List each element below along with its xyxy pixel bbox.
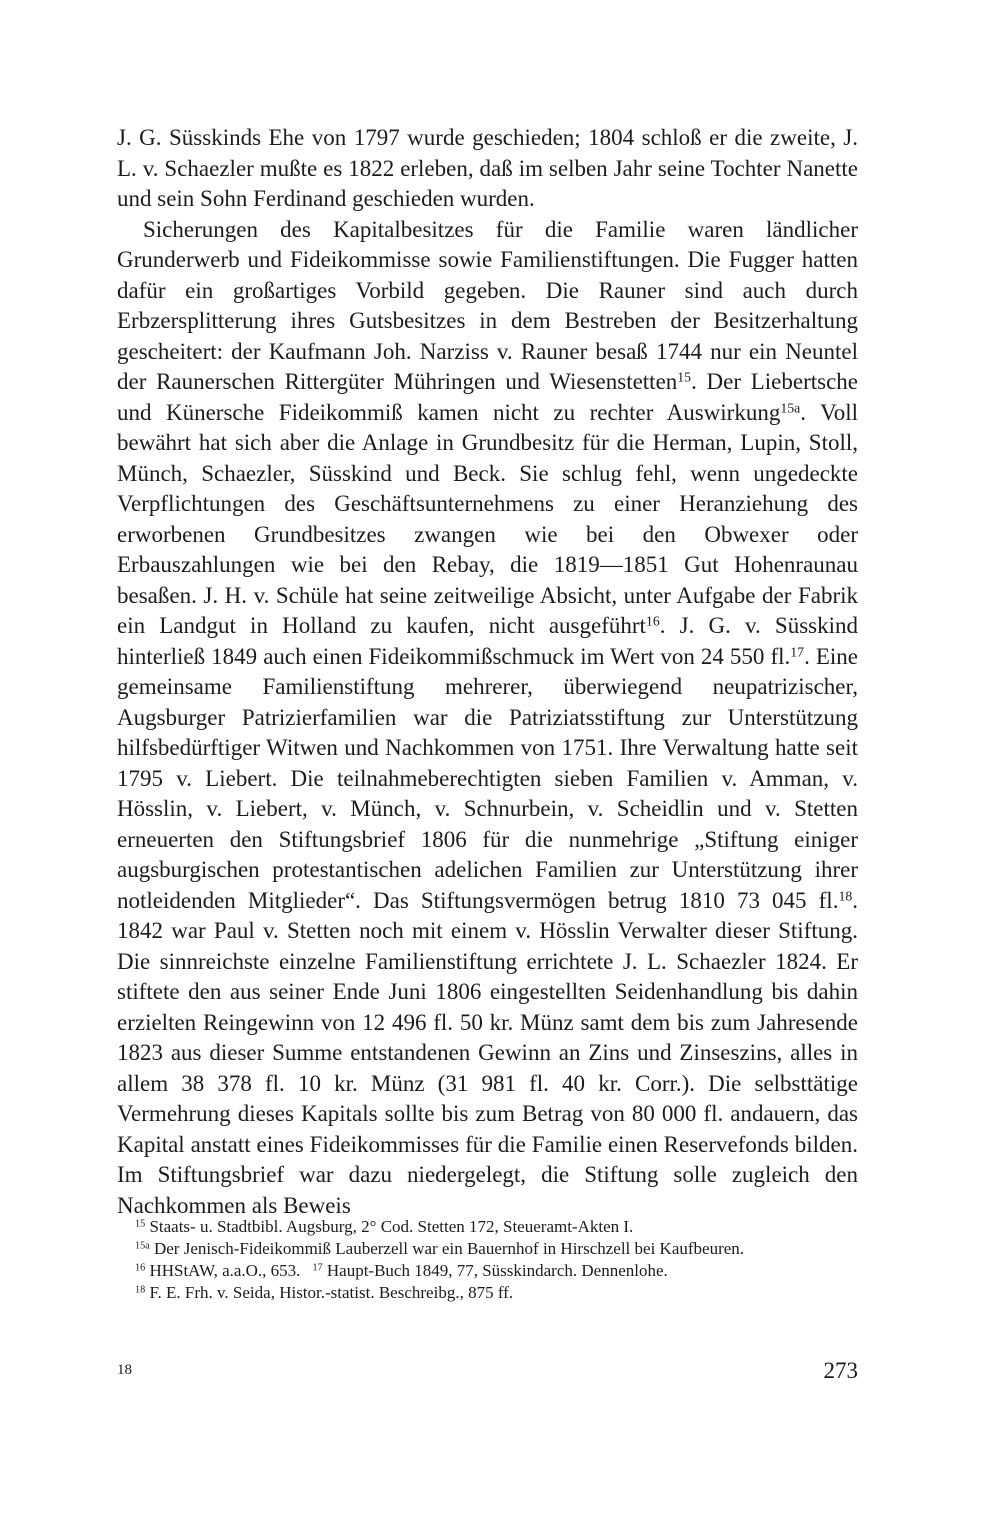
footnote-ref-15: 15 — [677, 369, 692, 385]
footnote-16-17 — [117, 1260, 858, 1282]
footnote-17-text: Haupt-Buch 1849, 77, Süsskindarch. Dennenlohe. — [326, 1261, 668, 1280]
paragraph-2-text-a: Sicherungen des Kapitalbesitzes für die Familie waren ländlicher Grunderwerb und Fideikommisse sowie Familienstiftungen. Die Fugger hatten dafür ein großartiges Vorbild gegeben. Die Rauner sind auch durch Erbzersplitterung ihres Gutsbesitzes in dem Bestreben der Besitzerhaltung gescheitert: der Kaufmann Joh. Narziss v. Rauner besaß 1744 nur ein Neuntel der Raunerschen Rittergüter Mühringen und Wiesenstetten — [117, 216, 858, 394]
footnote-ref-16: 16 — [645, 613, 660, 629]
paragraph-2-text-e: . Eine gemeinsame Familienstiftung mehrerer, überwiegend neupatrizischer, Augsburger Patrizierfamilien war die Patriziatsstiftung zur Unterstützung hilfsbedürftiger Witwen und Nachkommen von 1751. Ihre Verwaltung hatte seit 1795 v. Liebert. Die teilnahmeberechtigten sieben Familien v. Amman, v. Hösslin, v. Liebert, v. Münch, v. Schnurbein, v. Scheidlin und v. Stetten erneuerten den Stiftungsbrief 1806 für die nunmehrige „Stiftung einiger augsburgischen protestantischen adelichen Familien zur Unterstützung ihrer notleidenden Mitglieder“. Das Stiftungsvermögen betrug 1810 73 045 fl. — [117, 643, 859, 913]
footnote-15a — [117, 1238, 858, 1260]
footnote-15 — [117, 1216, 858, 1238]
paragraph-2-text-b: . Der Liebertsche und Künersche Fideikommiß kamen nicht zu rechter Auswirkung — [117, 369, 858, 425]
paragraph-2-text-c: . Voll bewährt hat sich aber die Anlage in Grundbesitz für die Herman, Lupin, Stoll, Münch, Schaezler, Süsskind und Beck. Sie schlug fehl, wenn ungedeckte Verpflichtungen des Geschäftsunternehmens zu einer Heranziehung des erworbenen Grundbesitzes zwangen wie bei den Obwexer oder Erbauszahlungen wie bei den Rebay, die 1819—1851 Gut Hohenraunau besaßen. J. H. v. Schüle hat seine zeitweilige Absicht, unter Aufgabe der Fabrik ein Landgut in Holland zu kaufen, nicht ausgeführt — [117, 399, 858, 638]
body-text — [117, 123, 858, 1221]
footnote-15-mark: 15 — [135, 1218, 146, 1230]
footnote-18-text: F. E. Frh. v. Seida, Histor.-statist. Beschreibg., 875 ff. — [149, 1283, 514, 1302]
signature-mark: 18 — [117, 1362, 132, 1378]
footnote-ref-17: 17 — [790, 643, 805, 659]
page-number: 273 — [823, 1358, 858, 1383]
footnote-15-text: Staats- u. Stadtbibl. Augsburg, 2° Cod. Stetten 172, Steueramt-Akten I. — [149, 1217, 634, 1236]
paragraph-1-text: J. G. Süsskinds Ehe von 1797 wurde geschieden; 1804 schloß er die zweite, J. L. v. Schaezler mußte es 1822 erleben, daß im selben Jahr seine Tochter Nanette und sein Sohn Ferdinand geschieden wurden. — [117, 125, 858, 211]
footnote-16-mark: 16 — [135, 1262, 146, 1274]
footnote-ref-18: 18 — [838, 887, 853, 903]
footnote-ref-15a: 15a — [780, 399, 801, 415]
footnote-15a-text: Der Jenisch-Fideikommiß Lauberzell war ein Bauernhof in Hirschzell bei Kaufbeuren. — [153, 1239, 745, 1258]
paragraph-2-text-f: . 1842 war Paul v. Stetten noch mit einem v. Hösslin Verwalter dieser Stiftung. Die sinnreichste einzelne Familienstiftung errichtete J. L. Schaezler 1824. Er stiftete den aus seiner Ende Juni 1806 eingestellten Seidenhandlung bis dahin erzielten Reingewinn von 12 496 fl. 50 kr. Münz samt dem bis zum Jahresende 1823 aus dieser Summe entstandenen Gewinn an Zins und Zinseszins, alles in allem 38 378 fl. 10 kr. Münz (31 981 fl. 40 kr. Corr.). Die selbsttätige Vermehrung dieses Kapitals sollte bis zum Betrag von 80 000 fl. andauern, das Kapital anstatt eines Fideikommisses für die Familie einen Reservefonds bilden. Im Stiftungsbrief war dazu niedergelegt, die Stiftung solle zugleich den Nachkommen als Beweis — [117, 887, 858, 1218]
footnote-18-mark: 18 — [135, 1284, 146, 1296]
paragraph-1 — [117, 123, 858, 215]
footnote-17-mark: 17 — [312, 1262, 323, 1274]
footnote-16-text: HHStAW, a.a.O., 653. — [149, 1261, 301, 1280]
footnote-15a-mark: 15a — [135, 1240, 150, 1252]
paragraph-2-text-d: . J. G. v. Süsskind hinterließ 1849 auch einen Fideikommißschmuck im Wert von 24 550 fl. — [117, 613, 858, 669]
footnotes — [117, 1216, 858, 1304]
footnote-18 — [117, 1282, 858, 1304]
paragraph-2 — [117, 215, 858, 1222]
